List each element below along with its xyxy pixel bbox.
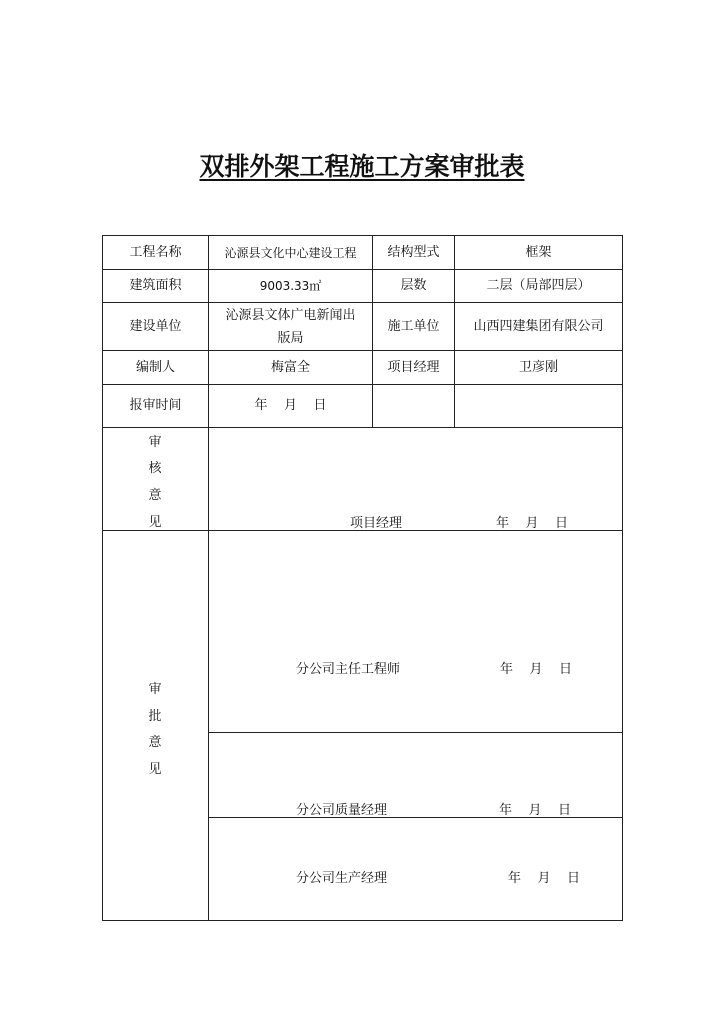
value-owner-unit-line1: 沁源县文体广电新闻出 — [225, 307, 356, 323]
hline — [208, 732, 623, 733]
vline — [622, 235, 623, 921]
review-char: 见 — [148, 515, 162, 530]
value-author: 梅富全 — [270, 359, 310, 375]
empty-cell — [455, 385, 622, 427]
label-author: 编制人 — [135, 359, 175, 375]
label-building-area: 建筑面积 — [129, 278, 182, 293]
value-project-manager: 卫彦刚 — [518, 359, 558, 375]
review-date: 年 月 日 — [496, 516, 569, 531]
review-signer: 项目经理 — [350, 516, 403, 531]
value-project-name: 沁源县文化中心建设工程 — [224, 245, 357, 260]
value-construction-unit: 山西四建集团有限公司 — [473, 318, 604, 334]
approval-signer-quality-manager: 分公司质量经理 — [296, 803, 388, 818]
label-floors: 层数 — [400, 278, 427, 293]
hline — [102, 920, 623, 921]
approval-date-chief-engineer: 年 月 日 — [500, 662, 573, 677]
page-title: 双排外架工程施工方案审批表 — [199, 152, 525, 181]
label-owner-unit: 建设单位 — [129, 318, 182, 334]
value-owner-unit-line2: 版局 — [277, 330, 304, 346]
approval-signer-chief-engineer: 分公司主任工程师 — [296, 662, 401, 677]
empty-cell — [373, 385, 454, 427]
review-char: 审 — [148, 435, 162, 450]
label-project-name: 工程名称 — [129, 244, 182, 260]
approval-char: 审 — [148, 682, 162, 697]
approval-char: 批 — [148, 709, 162, 724]
approval-char: 见 — [148, 762, 162, 777]
label-submit-time: 报审时间 — [129, 398, 182, 413]
value-building-area: 9003.33㎡ — [259, 279, 322, 293]
label-construction-unit: 施工单位 — [387, 318, 440, 334]
approval-date-production-manager: 年 月 日 — [508, 871, 581, 886]
approval-char: 意 — [148, 735, 162, 750]
approval-signer-production-manager: 分公司生产经理 — [296, 871, 388, 886]
value-owner-unit — [209, 303, 372, 350]
hline — [102, 427, 623, 428]
approval-date-quality-manager: 年 月 日 — [499, 803, 572, 818]
value-floors: 二层（局部四层） — [486, 278, 591, 293]
review-char: 意 — [148, 488, 162, 503]
review-char: 核 — [148, 461, 162, 476]
label-structure-type: 结构型式 — [387, 244, 440, 260]
label-project-manager: 项目经理 — [387, 359, 440, 375]
value-structure-type: 框架 — [525, 244, 552, 260]
value-submit-date: 年 月 日 — [254, 398, 327, 413]
